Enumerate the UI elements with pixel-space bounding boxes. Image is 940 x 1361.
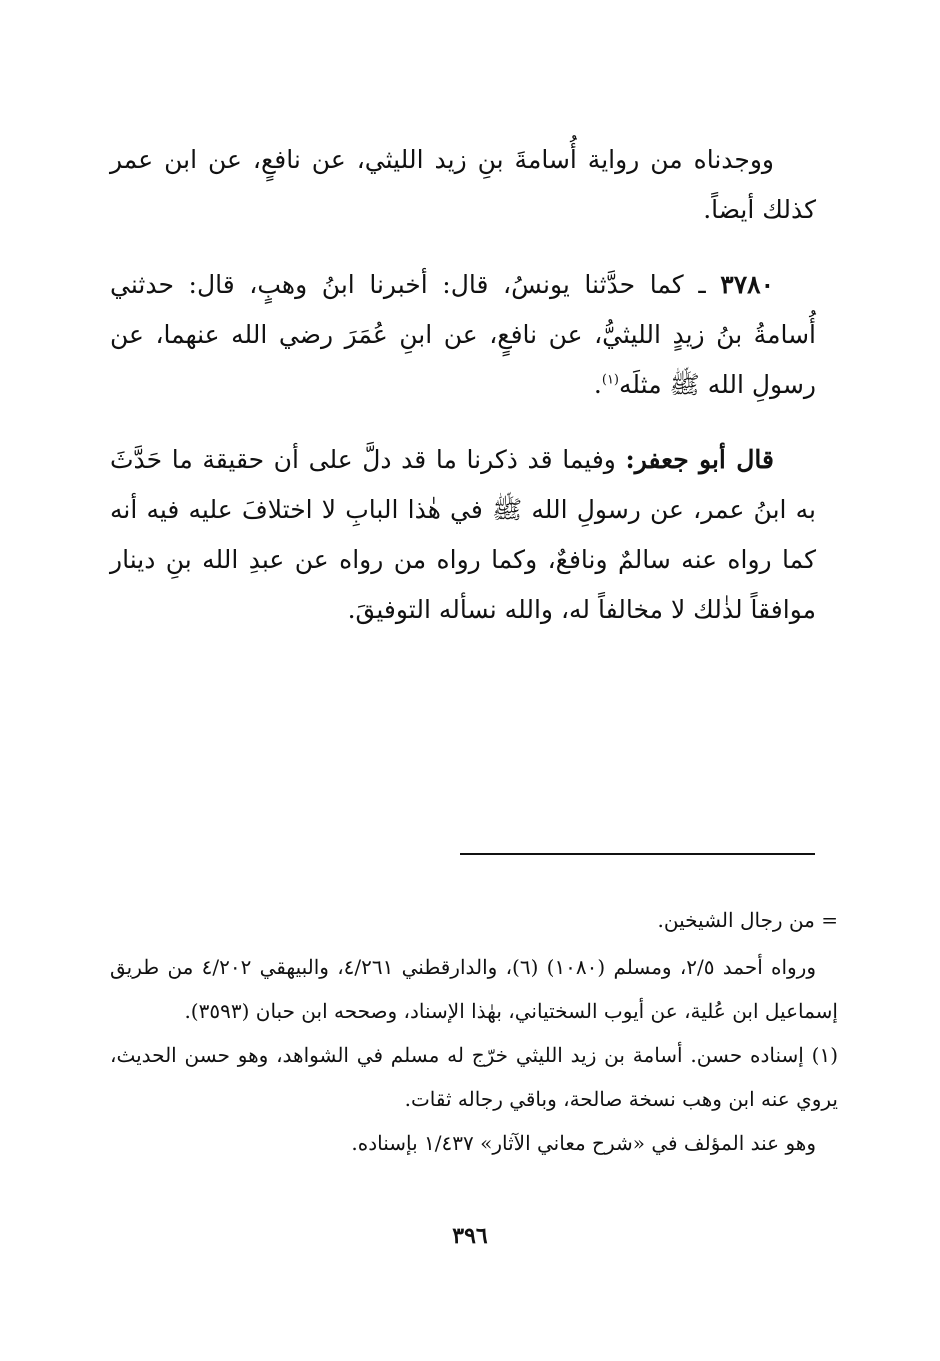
- hadith-text: ـ كما حدَّثنا يونسُ، قال: أخبرنا ابنُ وهبٍ، قال: حدثني أُسامةُ بنُ زيدٍ الليثيُّ، عن نافعٍ، عن ابنِ عُمَرَ رضي الله عنهما، عن رسولِ الله ﷺ مثلَه: [110, 270, 816, 399]
- main-text: [110, 135, 816, 660]
- footnote-marker: (١): [601, 372, 619, 388]
- footnote-separator: [460, 853, 815, 855]
- hadith-3780: [110, 260, 816, 410]
- speaker-label: قال أبو جعفر:: [625, 445, 774, 474]
- paragraph-abu-jafar: [110, 435, 816, 635]
- commentary-text: وفيما قد ذكرنا ما قد دلَّ على أن حقيقة ما حَدَّثَ به ابنُ عمر، عن رسولِ الله ﷺ في هٰذا البابِ لا اختلافَ عليه فيه أنه كما رواه عنه سالمٌ ونافعٌ، وكما رواه من رواه عن عبدِ الله بنِ دينار موافقاً لذٰلك لا مخالفاً له، والله نسأله التوفيقَ.: [110, 445, 816, 624]
- hadith-end: .: [593, 370, 602, 399]
- paragraph-riwaya: ووجدناه من رواية أُسامةَ بنِ زيد الليثي، عن نافعٍ، عن ابن عمر كذلك أيضاً.: [110, 145, 816, 224]
- hadith-number: ٣٧٨٠: [720, 270, 774, 299]
- page-number: ٣٩٦: [452, 1223, 488, 1249]
- footnote-1: (١) إسناده حسن. أسامة بن زيد الليثي خرّج له مسلم في الشواهد، وهو حسن الحديث، يروي عنه ابن وهب نسخة صالحة، وباقي رجاله ثقات.: [110, 1043, 838, 1111]
- footnote-1-more: وهو عند المؤلف في «شرح معاني الآثار» ١/٤٣٧ بإسناده.: [351, 1131, 816, 1155]
- footnote-continuation: = من رجال الشيخين.: [657, 908, 838, 932]
- footnotes: [110, 898, 838, 1165]
- footnote-sources: ورواه أحمد ٢/٥، ومسلم (١٠٨٠) (٦)، والدارقطني ٤/٢٦١، والبيهقي ٤/٢٠٢ من طريق إسماعيل ابن عُلية، عن أيوب السختياني، بهٰذا الإسناد، وصححه ابن حبان (٣٥٩٣).: [110, 955, 838, 1023]
